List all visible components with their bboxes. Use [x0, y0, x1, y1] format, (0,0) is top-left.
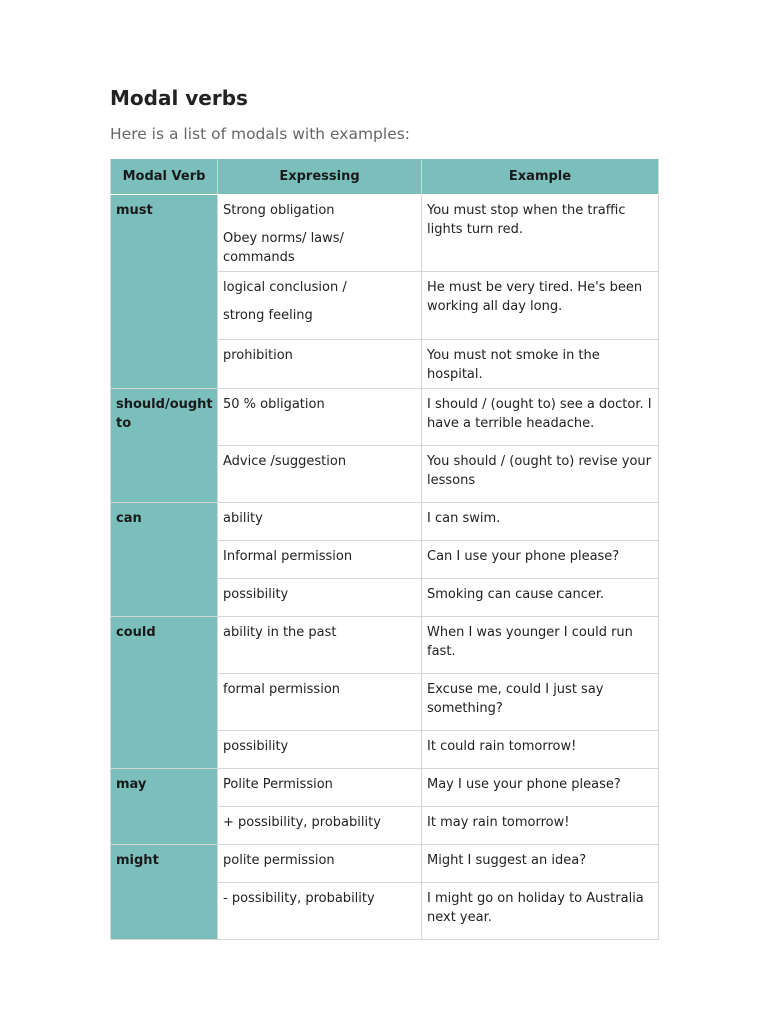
expressing-text: formal permission [223, 682, 341, 697]
modal-verb-cell: might [111, 845, 218, 940]
expressing-cell [218, 195, 422, 272]
example-cell: It could rain tomorrow! [422, 731, 659, 769]
modal-verb-cell: can [111, 503, 218, 617]
table-row [111, 769, 659, 807]
expressing-text: 50 % obligation [223, 397, 325, 412]
example-cell: It may rain tomorrow! [422, 807, 659, 845]
expressing-text: + possibility, probability [223, 815, 381, 830]
modal-verb-cell: could [111, 617, 218, 769]
expressing-text: Advice /suggestion [223, 454, 347, 469]
example-cell: You must stop when the traffic lights turn red. [422, 195, 659, 272]
example-cell: I can swim. [422, 503, 659, 541]
modal-verb-cell: should/ought to [111, 389, 218, 503]
example-cell: Might I suggest an idea? [422, 845, 659, 883]
example-cell: Excuse me, could I just say something? [422, 674, 659, 731]
example-cell: You must not smoke in the hospital. [422, 340, 659, 389]
expressing-cell [218, 769, 422, 807]
expressing-text: prohibition [223, 348, 293, 363]
expressing-cell [218, 845, 422, 883]
example-cell: I should / (ought to) see a doctor. I have a terrible headache. [422, 389, 659, 446]
page-title: Modal verbs [110, 86, 248, 110]
expressing-cell [218, 340, 422, 389]
expressing-text: possibility [223, 587, 289, 602]
expressing-cell [218, 579, 422, 617]
expressing-cell [218, 617, 422, 674]
expressing-text: Informal permission [223, 549, 353, 564]
modal-verb-cell: must [111, 195, 218, 389]
expressing-text: - possibility, probability [223, 891, 375, 906]
column-header-modal-verb: Modal Verb [111, 159, 218, 195]
expressing-text: logical conclusion / [223, 280, 347, 295]
expressing-cell [218, 389, 422, 446]
table-body [111, 195, 659, 940]
table-header-row [111, 159, 659, 195]
table-row [111, 195, 659, 272]
expressing-cell [218, 272, 422, 340]
example-cell: I might go on holiday to Australia next year. [422, 883, 659, 940]
table-row [111, 389, 659, 446]
expressing-cell [218, 731, 422, 769]
modal-verb-cell: may [111, 769, 218, 845]
expressing-text: ability [223, 511, 263, 526]
expressing-cell [218, 503, 422, 541]
expressing-text: Obey norms/ laws/ commands [223, 231, 344, 265]
expressing-cell [218, 446, 422, 503]
example-cell: Smoking can cause cancer. [422, 579, 659, 617]
table-row [111, 503, 659, 541]
example-cell: May I use your phone please? [422, 769, 659, 807]
example-cell: When I was younger I could run fast. [422, 617, 659, 674]
column-header-example: Example [422, 159, 659, 195]
expressing-text: possibility [223, 739, 289, 754]
column-header-expressing: Expressing [218, 159, 422, 195]
table-row [111, 845, 659, 883]
expressing-cell [218, 541, 422, 579]
table-header [111, 159, 659, 195]
modal-verbs-table [110, 158, 659, 940]
example-cell: Can I use your phone please? [422, 541, 659, 579]
page-subtitle: Here is a list of modals with examples: [110, 125, 411, 143]
expressing-text: Strong obligation [223, 203, 335, 218]
expressing-text: Polite Permission [223, 777, 333, 792]
expressing-cell [218, 883, 422, 940]
expressing-cell [218, 807, 422, 845]
expressing-text: strong feeling [223, 308, 313, 323]
example-cell: You should / (ought to) revise your lessons [422, 446, 659, 503]
example-cell: He must be very tired. He's been working all day long. [422, 272, 659, 340]
table-row [111, 617, 659, 674]
expressing-text: polite permission [223, 853, 335, 868]
expressing-cell [218, 674, 422, 731]
expressing-text: ability in the past [223, 625, 337, 640]
